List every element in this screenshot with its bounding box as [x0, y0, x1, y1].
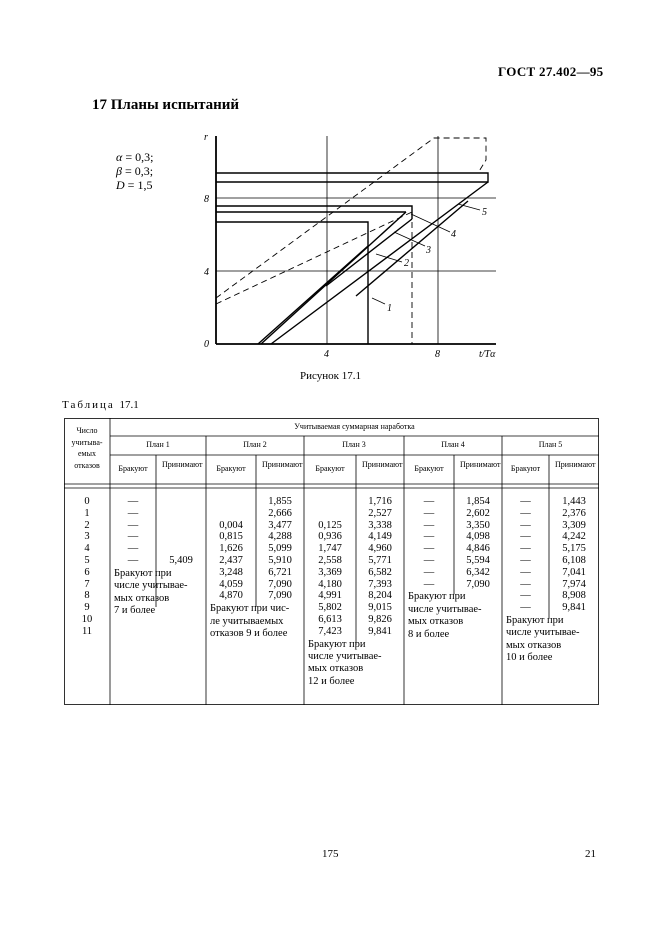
- plan-header-4: План 4: [441, 440, 465, 449]
- failures-cell: 11: [81, 625, 93, 637]
- reject-cell: —: [520, 519, 531, 531]
- param-d-value: = 1,5: [127, 178, 153, 192]
- accept-cell: 6,342: [466, 566, 490, 578]
- y-axis-label: r: [204, 132, 208, 143]
- reject-cell: 4,870: [219, 590, 243, 602]
- accept-cell: 6,108: [562, 555, 586, 566]
- accept-cell: 9,841: [368, 625, 392, 637]
- reject-cell: —: [423, 555, 435, 566]
- accept-cell: 1,855: [268, 496, 292, 507]
- reject-note-line: Бракуют при: [408, 591, 466, 603]
- subheader-reject-5: Бракуют: [510, 464, 541, 473]
- reject-note-line: числе учитывае-: [114, 580, 188, 592]
- accept-cell: 5,175: [562, 543, 586, 555]
- reject-cell: —: [520, 590, 531, 602]
- reject-note-line: Бракуют при: [506, 615, 564, 626]
- param-beta-name: β: [116, 164, 122, 178]
- subheader-reject-2: Бракуют: [216, 464, 246, 473]
- accept-cell: 4,288: [268, 531, 292, 543]
- accept-cell: 7,041: [562, 566, 586, 578]
- reject-cell: 3,248: [219, 566, 243, 578]
- reject-note-line: числе учитывае-: [308, 651, 382, 662]
- plan-header-1: План 1: [146, 440, 170, 449]
- reject-cell: 0,004: [219, 519, 243, 531]
- reject-cell: 7,423: [318, 625, 342, 637]
- accept-cell: 6,721: [268, 566, 292, 578]
- reject-cell: —: [423, 507, 435, 519]
- document-code: ГОСТ 27.402—95: [498, 64, 604, 79]
- curve-label-1: 1: [387, 303, 392, 314]
- accept-cell: 4,960: [368, 543, 392, 555]
- param-alpha-value: = 0,3;: [125, 150, 154, 164]
- reject-cell: 5,802: [318, 602, 342, 614]
- accept-cell: 1,854: [466, 496, 490, 507]
- failures-cell: 6: [84, 566, 90, 578]
- failures-cell: 5: [84, 555, 90, 566]
- table-caption: [62, 399, 139, 411]
- failures-cell: 0: [84, 496, 90, 507]
- reject-cell: —: [423, 578, 435, 590]
- curve-2-reject: [261, 212, 406, 344]
- subheader-accept-3: Принимают: [362, 460, 403, 469]
- accept-cell: 2,527: [368, 507, 392, 519]
- accept-cell: 4,242: [562, 531, 586, 543]
- reject-cell: —: [127, 496, 139, 507]
- accept-cell: 4,846: [466, 543, 490, 555]
- failures-cell: 10: [81, 614, 93, 625]
- failures-cell: 1: [84, 507, 90, 519]
- reject-cell: —: [423, 531, 435, 543]
- subheader-accept-5: Принимают: [555, 460, 596, 469]
- reject-note-line: мых отказов: [408, 616, 464, 628]
- figure-curves: [216, 173, 488, 344]
- reject-cell: 2,558: [318, 555, 342, 566]
- leader-4: [411, 214, 450, 232]
- accept-cell: 5,409: [169, 555, 193, 566]
- accept-cell: 5,910: [268, 555, 292, 566]
- reject-cell: —: [423, 496, 435, 507]
- reject-cell: —: [127, 519, 139, 531]
- subheader-accept-2: Принимают: [262, 460, 303, 469]
- reject-cell: —: [423, 519, 435, 531]
- accept-cell: 7,090: [268, 590, 292, 602]
- curve-3-reject: [326, 219, 412, 286]
- curve-label-5: 5: [482, 207, 487, 218]
- accept-cell: 8,908: [562, 590, 586, 602]
- subheader-reject-3: Бракуют: [315, 464, 345, 473]
- reject-cell: 2,437: [219, 555, 243, 566]
- reject-cell: —: [520, 507, 531, 519]
- param-beta: [116, 164, 153, 179]
- failures-cell: 2: [84, 519, 90, 531]
- param-alpha-name: α: [116, 150, 123, 164]
- accept-cell: 2,376: [562, 507, 586, 519]
- reject-note-line: 7 и более: [114, 605, 156, 616]
- accept-cell: 3,477: [268, 519, 292, 531]
- reject-note-line: числе учитывае-: [506, 627, 580, 639]
- subheader-accept-1: Принимают: [162, 460, 203, 469]
- failures-cell: 8: [84, 590, 90, 602]
- reject-note-line: мых отказов: [506, 639, 562, 651]
- accept-cell: 2,602: [466, 507, 490, 519]
- plan-header-2: План 2: [243, 440, 267, 449]
- accept-cell: 4,149: [368, 531, 392, 543]
- accept-cell: 2,666: [268, 507, 292, 519]
- accept-cell: 5,099: [268, 543, 292, 555]
- plan-header-3: План 3: [342, 440, 366, 449]
- reject-cell: —: [127, 531, 139, 543]
- reject-cell: 1,626: [219, 543, 243, 555]
- accept-cell: 5,771: [368, 555, 392, 566]
- accept-cell: 5,594: [466, 555, 490, 566]
- reject-cell: 3,369: [318, 566, 342, 578]
- curve-label-2: 2: [404, 258, 409, 269]
- figure-axes: [216, 136, 496, 344]
- reject-cell: —: [127, 543, 139, 555]
- figure-caption: Рисунок 17.1: [300, 370, 361, 382]
- reject-cell: —: [520, 543, 531, 555]
- accept-cell: 9,826: [368, 614, 392, 625]
- reject-cell: 6,613: [318, 614, 342, 625]
- group-header: Учитываемая суммарная наработка: [294, 422, 415, 431]
- page-number: 175: [322, 848, 339, 860]
- figure-dashed-curves: [216, 138, 486, 344]
- reject-note-line: ле учитываемых: [210, 615, 284, 627]
- accept-cell: 3,338: [368, 519, 392, 531]
- accept-cell: 7,393: [368, 578, 392, 590]
- figure-grid: [216, 136, 496, 344]
- reject-note-line: 8 и более: [408, 628, 450, 640]
- reject-cell: —: [127, 555, 139, 566]
- param-alpha: [116, 150, 153, 165]
- failures-cell: 4: [84, 543, 90, 555]
- subheader-reject-1: Бракуют: [118, 464, 148, 473]
- reject-cell: —: [520, 531, 531, 543]
- x-axis-label: t/Tα: [479, 349, 496, 360]
- reject-note-line: числе учитывае-: [408, 603, 482, 615]
- data-table: [64, 418, 599, 705]
- x-tick-8: 8: [435, 349, 440, 360]
- reject-note-line: 10 и более: [506, 652, 553, 664]
- reject-cell: —: [520, 578, 531, 590]
- reject-cell: —: [423, 543, 435, 555]
- section-title: 17 Планы испытаний: [92, 97, 240, 113]
- table-caption-number: 17.1: [119, 399, 139, 411]
- reject-cell: 0,815: [219, 531, 243, 543]
- reject-cell: 4,991: [318, 590, 342, 602]
- curve-label-3: 3: [426, 245, 431, 256]
- curve-1-accept: [216, 222, 368, 344]
- accept-cell: 9,841: [562, 602, 586, 614]
- table-caption-prefix: Таблица: [62, 399, 115, 411]
- y-tick-0: 0: [204, 339, 209, 350]
- reject-note-line: Бракуют при: [114, 567, 172, 579]
- reject-cell: 4,180: [318, 578, 342, 590]
- reject-note-line: Бракуют при: [308, 638, 366, 650]
- reject-note-line: мых отказов: [114, 592, 170, 604]
- param-d-name: D: [116, 178, 125, 192]
- leader-3: [394, 232, 425, 246]
- failures-cell: 9: [84, 602, 90, 614]
- plan-header-5: План 5: [538, 440, 563, 449]
- accept-cell: 1,443: [562, 496, 586, 507]
- accept-cell: 7,090: [268, 578, 292, 590]
- subheader-reject-4: Бракуют: [414, 464, 444, 473]
- reject-cell: —: [520, 555, 531, 566]
- accept-cell: 8,204: [368, 590, 392, 602]
- accept-cell: 1,716: [368, 496, 392, 507]
- reject-cell: —: [520, 496, 531, 507]
- reject-note-line: 12 и более: [308, 675, 355, 687]
- test-plans-figure: [196, 126, 516, 366]
- reject-cell: 1,747: [318, 543, 342, 555]
- accept-cell: 3,350: [466, 519, 490, 531]
- accept-cell: 3,309: [562, 519, 586, 531]
- accept-cell: 6,582: [368, 566, 392, 578]
- sheet-number: 21: [585, 848, 596, 860]
- reject-note-line: отказов 9 и более: [210, 628, 288, 639]
- reject-cell: —: [423, 566, 435, 578]
- reject-cell: 0,936: [318, 531, 342, 543]
- y-tick-8: 8: [204, 194, 209, 205]
- reject-cell: 0,125: [318, 519, 342, 531]
- reject-cell: —: [520, 566, 531, 578]
- subheader-accept-4: Принимают: [460, 460, 501, 469]
- curve-4-limit: [216, 173, 488, 182]
- accept-cell: 7,974: [562, 578, 586, 590]
- reject-cell: 4,059: [219, 578, 243, 590]
- reject-cell: —: [520, 602, 531, 614]
- accept-cell: 7,090: [466, 578, 490, 590]
- param-beta-value: = 0,3;: [124, 164, 154, 178]
- row-header: Число учитыва-емых отказов: [71, 426, 103, 470]
- reject-note-line: мых отказов: [308, 663, 364, 675]
- curve-label-4: 4: [451, 229, 456, 240]
- leader-1: [372, 298, 385, 304]
- failures-cell: 7: [84, 578, 90, 590]
- failures-cell: 3: [84, 531, 90, 543]
- y-tick-4: 4: [204, 267, 209, 278]
- accept-cell: 4,098: [466, 531, 490, 543]
- reject-note-line: Бракуют при чис-: [210, 603, 290, 615]
- accept-cell: 9,015: [368, 602, 392, 614]
- reject-cell: —: [127, 507, 139, 519]
- curve-5-dashed-upper: [216, 138, 486, 298]
- param-d: [116, 178, 152, 193]
- x-tick-4: 4: [324, 349, 329, 360]
